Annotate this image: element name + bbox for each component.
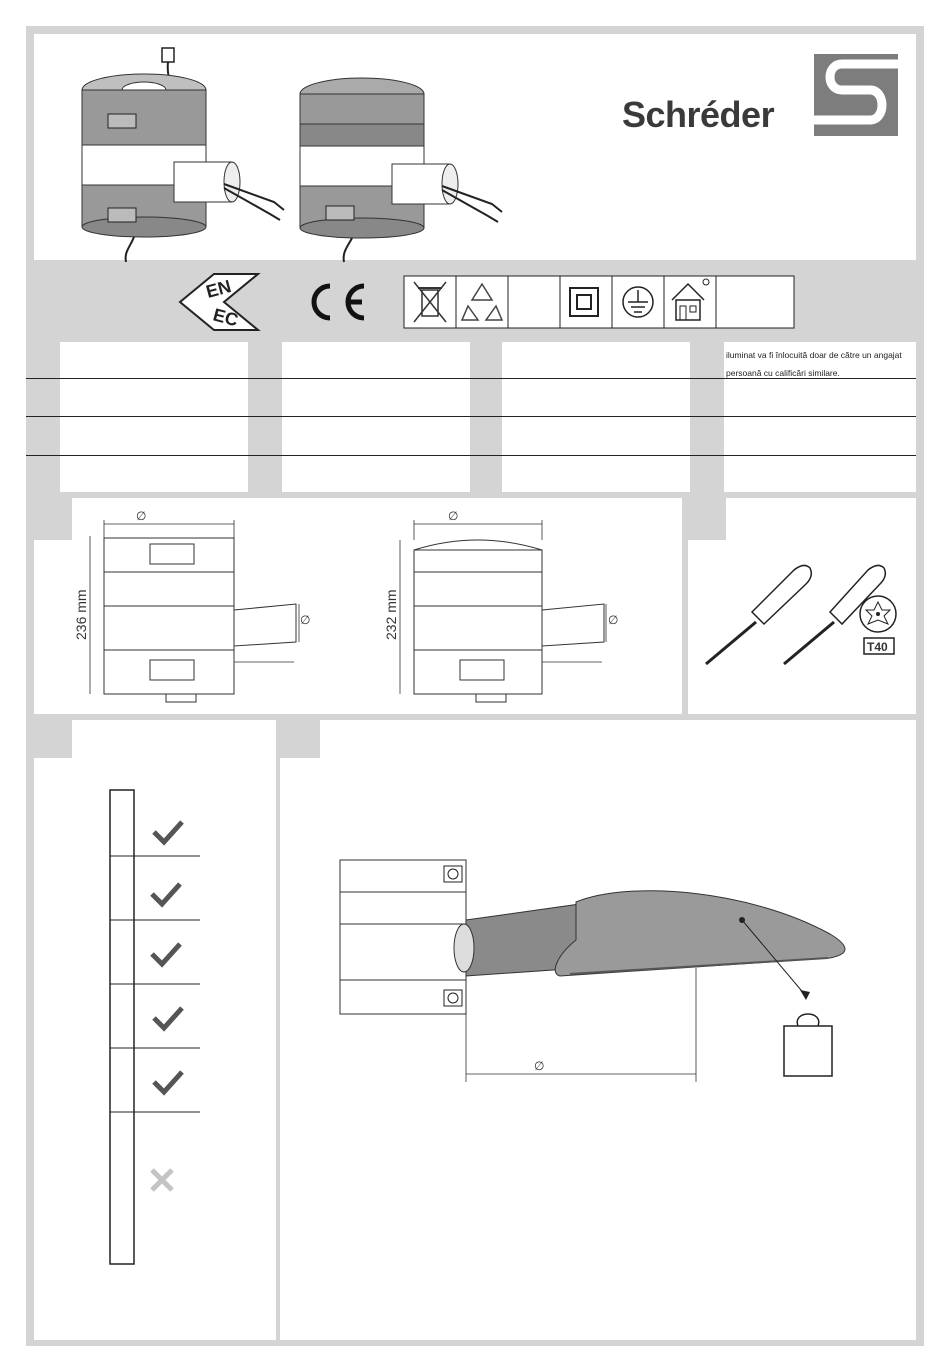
warning-line-2: persoană cu calificări similare. bbox=[726, 368, 840, 378]
diameter-label: ∅ bbox=[136, 509, 147, 523]
flat-screwdriver-icon bbox=[706, 565, 811, 664]
check-icon bbox=[154, 822, 182, 842]
svg-text:EC: EC bbox=[210, 304, 241, 331]
info-column-3 bbox=[502, 342, 690, 492]
info-column-1 bbox=[60, 342, 248, 492]
torx-bit-icon bbox=[860, 596, 896, 632]
torx-size-label: T40 bbox=[867, 640, 888, 654]
row-divider bbox=[26, 416, 916, 417]
installation-panel-tab bbox=[280, 720, 320, 758]
brand-name: Schréder bbox=[622, 94, 775, 135]
check-icon bbox=[154, 1072, 182, 1092]
check-icon bbox=[152, 944, 180, 964]
height-label-right: 232 mm bbox=[383, 589, 399, 640]
ce-mark bbox=[314, 286, 364, 318]
screwdrivers-drawing bbox=[700, 556, 910, 676]
svg-text:EN: EN bbox=[203, 276, 234, 302]
info-column-2 bbox=[282, 342, 470, 492]
check-icon bbox=[154, 1008, 182, 1028]
warning-line-1: iluminat va fi înlocuită doar de către un angajat bbox=[726, 350, 902, 360]
schreder-s-logo-icon bbox=[814, 54, 898, 136]
cross-icon bbox=[152, 1170, 172, 1190]
diameter-label: ∅ bbox=[534, 1059, 545, 1073]
replacement-warning-text bbox=[726, 346, 914, 382]
diameter-label: ∅ bbox=[608, 613, 619, 627]
luminaire-installation-drawing bbox=[330, 850, 860, 1090]
enec-mark bbox=[180, 274, 258, 330]
row-divider bbox=[26, 455, 916, 456]
dimensions-panel-tab bbox=[34, 498, 72, 540]
check-icon bbox=[152, 884, 180, 904]
diameter-label: ∅ bbox=[300, 613, 311, 627]
luminaire-cable-variant-drawing bbox=[74, 42, 294, 262]
tools-panel-tab bbox=[688, 498, 726, 540]
diameter-label: ∅ bbox=[448, 509, 459, 523]
dimension-drawing-cable-variant bbox=[70, 500, 320, 710]
luminaire-cap-variant-drawing bbox=[292, 74, 522, 264]
mounting-panel-tab bbox=[34, 720, 72, 758]
certification-symbol-strip bbox=[170, 270, 800, 334]
product-header-panel bbox=[34, 34, 916, 260]
dimension-drawing-cap-variant bbox=[376, 500, 626, 710]
mounting-positions-chart bbox=[100, 786, 210, 1266]
height-label-left: 236 mm bbox=[73, 589, 89, 640]
